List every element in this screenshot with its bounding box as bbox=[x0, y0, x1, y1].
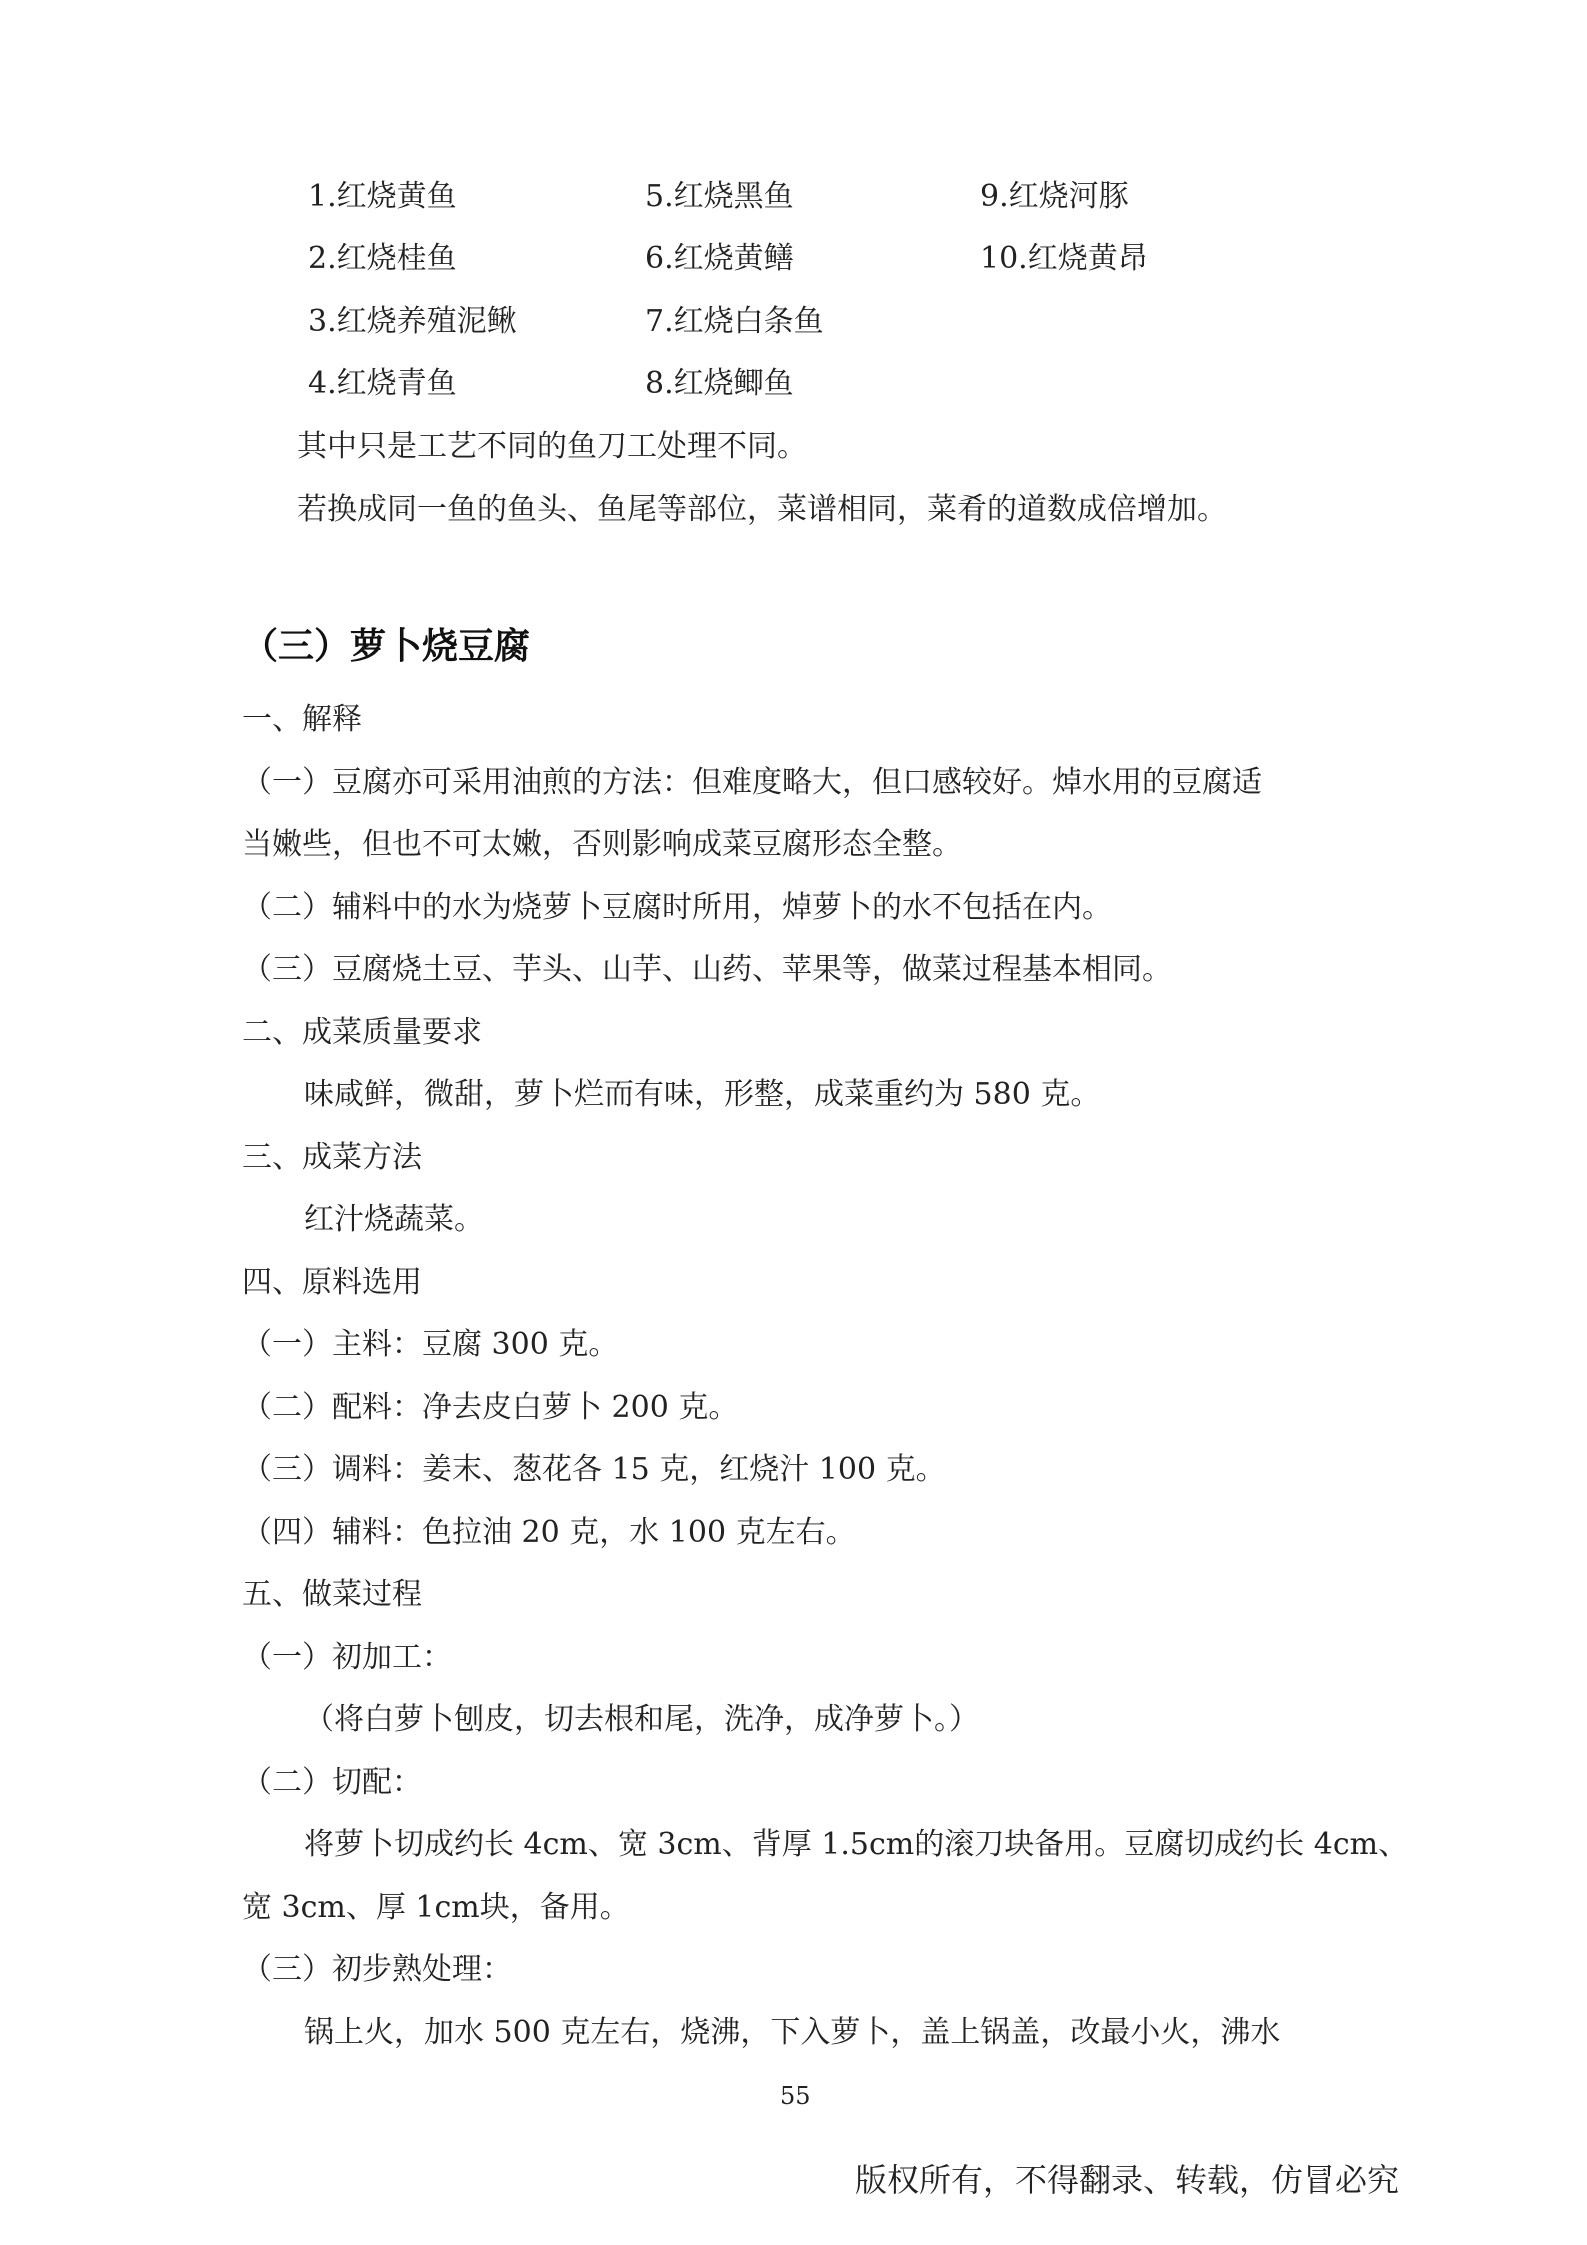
fish-item-1: 1.红烧黄鱼 bbox=[308, 179, 457, 214]
body-line: 味咸鲜，微甜，萝卜烂而有味，形整，成菜重约为 580 克。 bbox=[304, 1077, 1101, 1112]
body-line: （一）豆腐亦可采用油煎的方法：但难度略大，但口感较好。焯水用的豆腐适 bbox=[242, 765, 1262, 800]
body-line: 当嫩些，但也不可太嫩，否则影响成菜豆腐形态全整。 bbox=[242, 827, 962, 862]
body-line: （一）主料：豆腐 300 克。 bbox=[242, 1327, 619, 1362]
body-line: 红汁烧蔬菜。 bbox=[304, 1202, 484, 1237]
body-line: 一、解释 bbox=[242, 702, 362, 737]
fish-item-10: 10.红烧黄昂 bbox=[980, 241, 1148, 276]
body-line: （将白萝卜刨皮，切去根和尾，洗净，成净萝卜。） bbox=[304, 1702, 979, 1737]
note-line: 若换成同一鱼的鱼头、鱼尾等部位，菜谱相同，菜肴的道数成倍增加。 bbox=[297, 492, 1227, 527]
body-line: （一）初加工： bbox=[242, 1640, 452, 1675]
body-line: （二）配料：净去皮白萝卜 200 克。 bbox=[242, 1390, 739, 1425]
body-line: 宽 3cm、厚 1cm块，备用。 bbox=[242, 1890, 630, 1925]
fish-item-3: 3.红烧养殖泥鳅 bbox=[308, 304, 517, 339]
note-line: 其中只是工艺不同的鱼刀工处理不同。 bbox=[297, 429, 807, 464]
body-line: 锅上火，加水 500 克左右，烧沸，下入萝卜，盖上锅盖，改最小火，沸水 bbox=[304, 2015, 1281, 2050]
fish-item-6: 6.红烧黄鳝 bbox=[645, 241, 794, 276]
page-number: 55 bbox=[780, 2082, 811, 2110]
body-line: 五、做菜过程 bbox=[242, 1577, 422, 1612]
section-title: （三）萝卜烧豆腐 bbox=[242, 626, 531, 667]
fish-item-7: 7.红烧白条鱼 bbox=[645, 304, 824, 339]
body-line: 三、成菜方法 bbox=[242, 1140, 422, 1175]
fish-item-4: 4.红烧青鱼 bbox=[308, 366, 457, 401]
body-line: （二）辅料中的水为烧萝卜豆腐时所用，焯萝卜的水不包括在内。 bbox=[242, 890, 1112, 925]
body-line: （三）调料：姜末、葱花各 15 克，红烧汁 100 克。 bbox=[242, 1452, 946, 1487]
fish-item-5: 5.红烧黑鱼 bbox=[645, 179, 794, 214]
body-line: 四、原料选用 bbox=[242, 1265, 422, 1300]
body-line: 将萝卜切成约长 4cm、宽 3cm、背厚 1.5cm的滚刀块备用。豆腐切成约长 4cm、 bbox=[304, 1827, 1409, 1862]
body-line: （三）豆腐烧土豆、芋头、山芋、山药、苹果等，做菜过程基本相同。 bbox=[242, 952, 1172, 987]
body-line: （二）切配： bbox=[242, 1765, 422, 1800]
body-line: （三）初步熟处理： bbox=[242, 1952, 512, 1987]
fish-item-8: 8.红烧鲫鱼 bbox=[645, 366, 794, 401]
body-line: 二、成菜质量要求 bbox=[242, 1015, 482, 1050]
copyright-footer: 版权所有，不得翻录、转载，仿冒必究 bbox=[855, 2161, 1400, 2199]
fish-item-2: 2.红烧桂鱼 bbox=[308, 241, 457, 276]
body-line: （四）辅料：色拉油 20 克，水 100 克左右。 bbox=[242, 1515, 856, 1550]
fish-item-9: 9.红烧河豚 bbox=[980, 179, 1129, 214]
